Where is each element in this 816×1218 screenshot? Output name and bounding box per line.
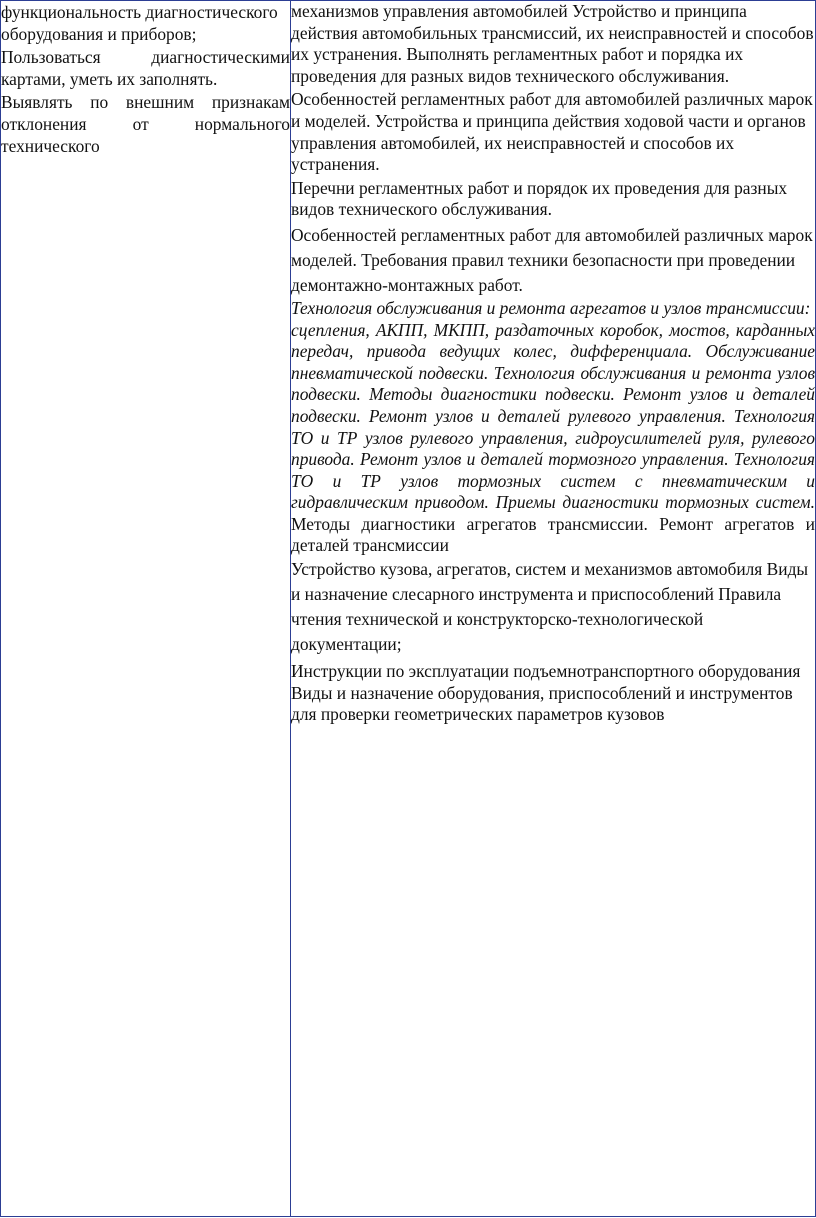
right-paragraph-4: Особенностей регламентных работ для автомобилей различных марок моделей. Требования правил техники безопасности при проведении демонтажно-монтажных работ. [291, 224, 813, 295]
plain-tail: Методы диагностики агрегатов трансмиссии. Ремонт агрегатов и деталей трансмиссии [291, 513, 815, 556]
right-paragraph-2: Особенностей регламентных работ для автомобилей различных марок и моделей. Устройства и принципа действия ходовой части и органов управления автомобилей, их неисправностей и способов их устранения. [291, 89, 813, 175]
left-column-cell [1, 1, 291, 1217]
italic-technology-paragraph [291, 320, 815, 558]
left-line-2: Пользоваться диагностическими картами, уметь их заполнять. [1, 46, 290, 90]
body-paragraph: Устройство кузова, агрегатов, систем и механизмов автомобиля Виды и назначение слесарного инструмента и приспособлений Правила чтения технической и конструкторско-технологической документации; [291, 559, 809, 655]
table-row [1, 1, 816, 1217]
left-line-3: Выявлять по внешним признакам отклонения от нормального технического [1, 91, 290, 157]
right-paragraph-3: Перечни регламентных работ и порядок их проведения для разных видов технического обслуживания. [291, 177, 788, 220]
right-paragraph-1: механизмов управления автомобилей Устройство и принципа действия автомобильных трансмиссий, их неисправностей и способов их устранения. Выполнять регламентных работ и порядка их проведения для разных видов технического обслуживания. [291, 1, 814, 86]
left-line-1: функциональность диагностического оборудования и приборов; [1, 2, 278, 45]
right-column-cell [291, 1, 816, 1217]
italic-body: сцепления, АКПП, МКПП, раздаточных коробок, мостов, карданных передач, привода ведущих колес, дифференциала. Обслуживание пневматической подвески. Технология обслуживания и ремонта узлов подвески. Методы диагностики подвески. Ремонт узлов и деталей подвески. Ремонт узлов и деталей рулевого управления. Технология ТО и ТР узлов рулевого управления, гидроусилителей руля, рулевого привода. Ремонт узлов и деталей тормозного управления. Технология ТО и ТР узлов тормозных систем с пневматическим и гидравлическим приводом. Приемы диагностики тормозных систем. [291, 319, 815, 513]
final-paragraph: Инструкции по эксплуатации подъемнотранспортного оборудования Виды и назначение оборудования, приспособлений и инструментов для проверки геометрических параметров кузовов [291, 661, 801, 725]
italic-heading: Технология обслуживания и ремонта агрегатов и узлов трансмиссии: [291, 297, 811, 318]
